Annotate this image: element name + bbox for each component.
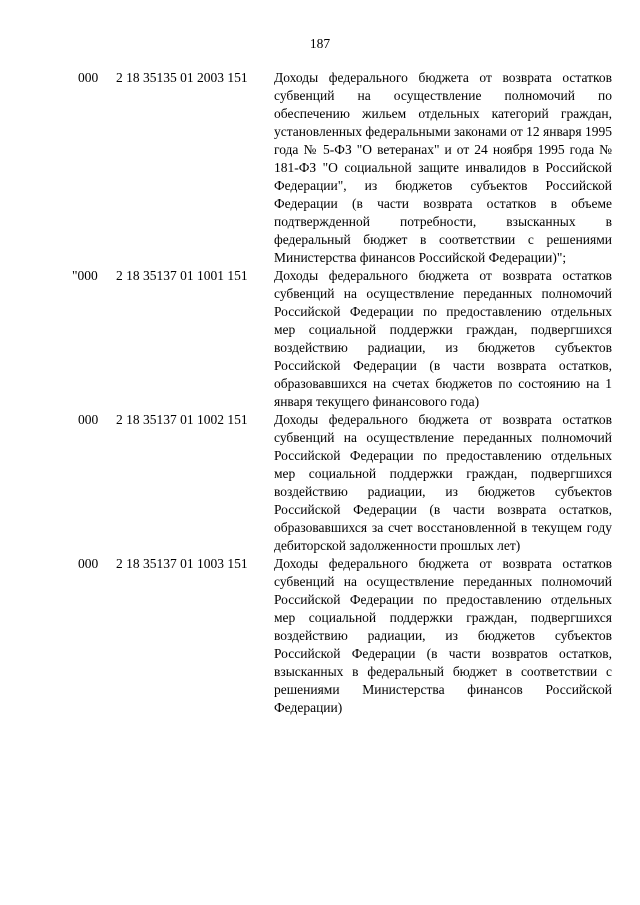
page-number: 187 bbox=[309, 36, 331, 51]
income-description: Доходы федерального бюджета от возврата остатков субвенций на осуществление переданных полномочий Российской Федерации по предоставлению отдельных мер социальной поддержки граждан, подвергшихся воздействию радиации, из бюджетов субъектов Российской Федерации (в части возврата остатков, образовавшихся на счетах бюджетов по состоянию на 1 января текущего финансового года) bbox=[274, 268, 612, 409]
table-row bbox=[0, 555, 640, 717]
budget-classification-code: 2 18 35137 01 1001 151 bbox=[116, 268, 248, 283]
budget-classification-code: 2 18 35135 01 2003 151 bbox=[116, 70, 248, 85]
income-description: Доходы федерального бюджета от возврата остатков субвенций на осуществление переданных полномочий Российской Федерации по предоставлению отдельных мер социальной поддержки граждан, подвергшихся воздействию радиации, из бюджетов субъектов Российской Федерации (в части возвратов остатков, взысканных в федеральный бюджет в соответствии с решениями Министерства финансов Российской Федерации) bbox=[274, 556, 612, 715]
admin-code: 000 bbox=[78, 412, 99, 427]
table-row bbox=[0, 69, 640, 267]
admin-code: "000 bbox=[72, 268, 98, 283]
table-row bbox=[0, 267, 640, 411]
budget-classification-code: 2 18 35137 01 1003 151 bbox=[116, 556, 248, 571]
admin-code: 000 bbox=[78, 70, 99, 85]
income-description: Доходы федерального бюджета от возврата остатков субвенций на осуществление переданных полномочий Российской Федерации по предоставлению отдельных мер социальной поддержки граждан, подвергшихся воздействию радиации, из бюджетов субъектов Российской Федерации (в части возврата остатков, образовавшихся за счет восстановленной в текущем году дебиторской задолженности прошлых лет) bbox=[274, 412, 612, 553]
budget-classification-code: 2 18 35137 01 1002 151 bbox=[116, 412, 248, 427]
table-row bbox=[0, 411, 640, 555]
income-description: Доходы федерального бюджета от возврата остатков субвенций на осуществление полномочий по обеспечению жильем отдельных категорий граждан, установленных федеральными законами от 12 января 1995 года № 5-ФЗ "О ветеранах" и от 24 ноября 1995 года № 181-ФЗ "О социальной защите инвалидов в Российской Федерации", из бюджетов субъектов Российской Федерации (в части возврата остатков в объеме подтвержденной потребности, взысканных в федеральный бюджет в соответствии с решениями Министерства финансов Российской Федерации)"; bbox=[274, 70, 612, 265]
income-codes-table bbox=[0, 69, 640, 717]
admin-code: 000 bbox=[78, 556, 99, 571]
